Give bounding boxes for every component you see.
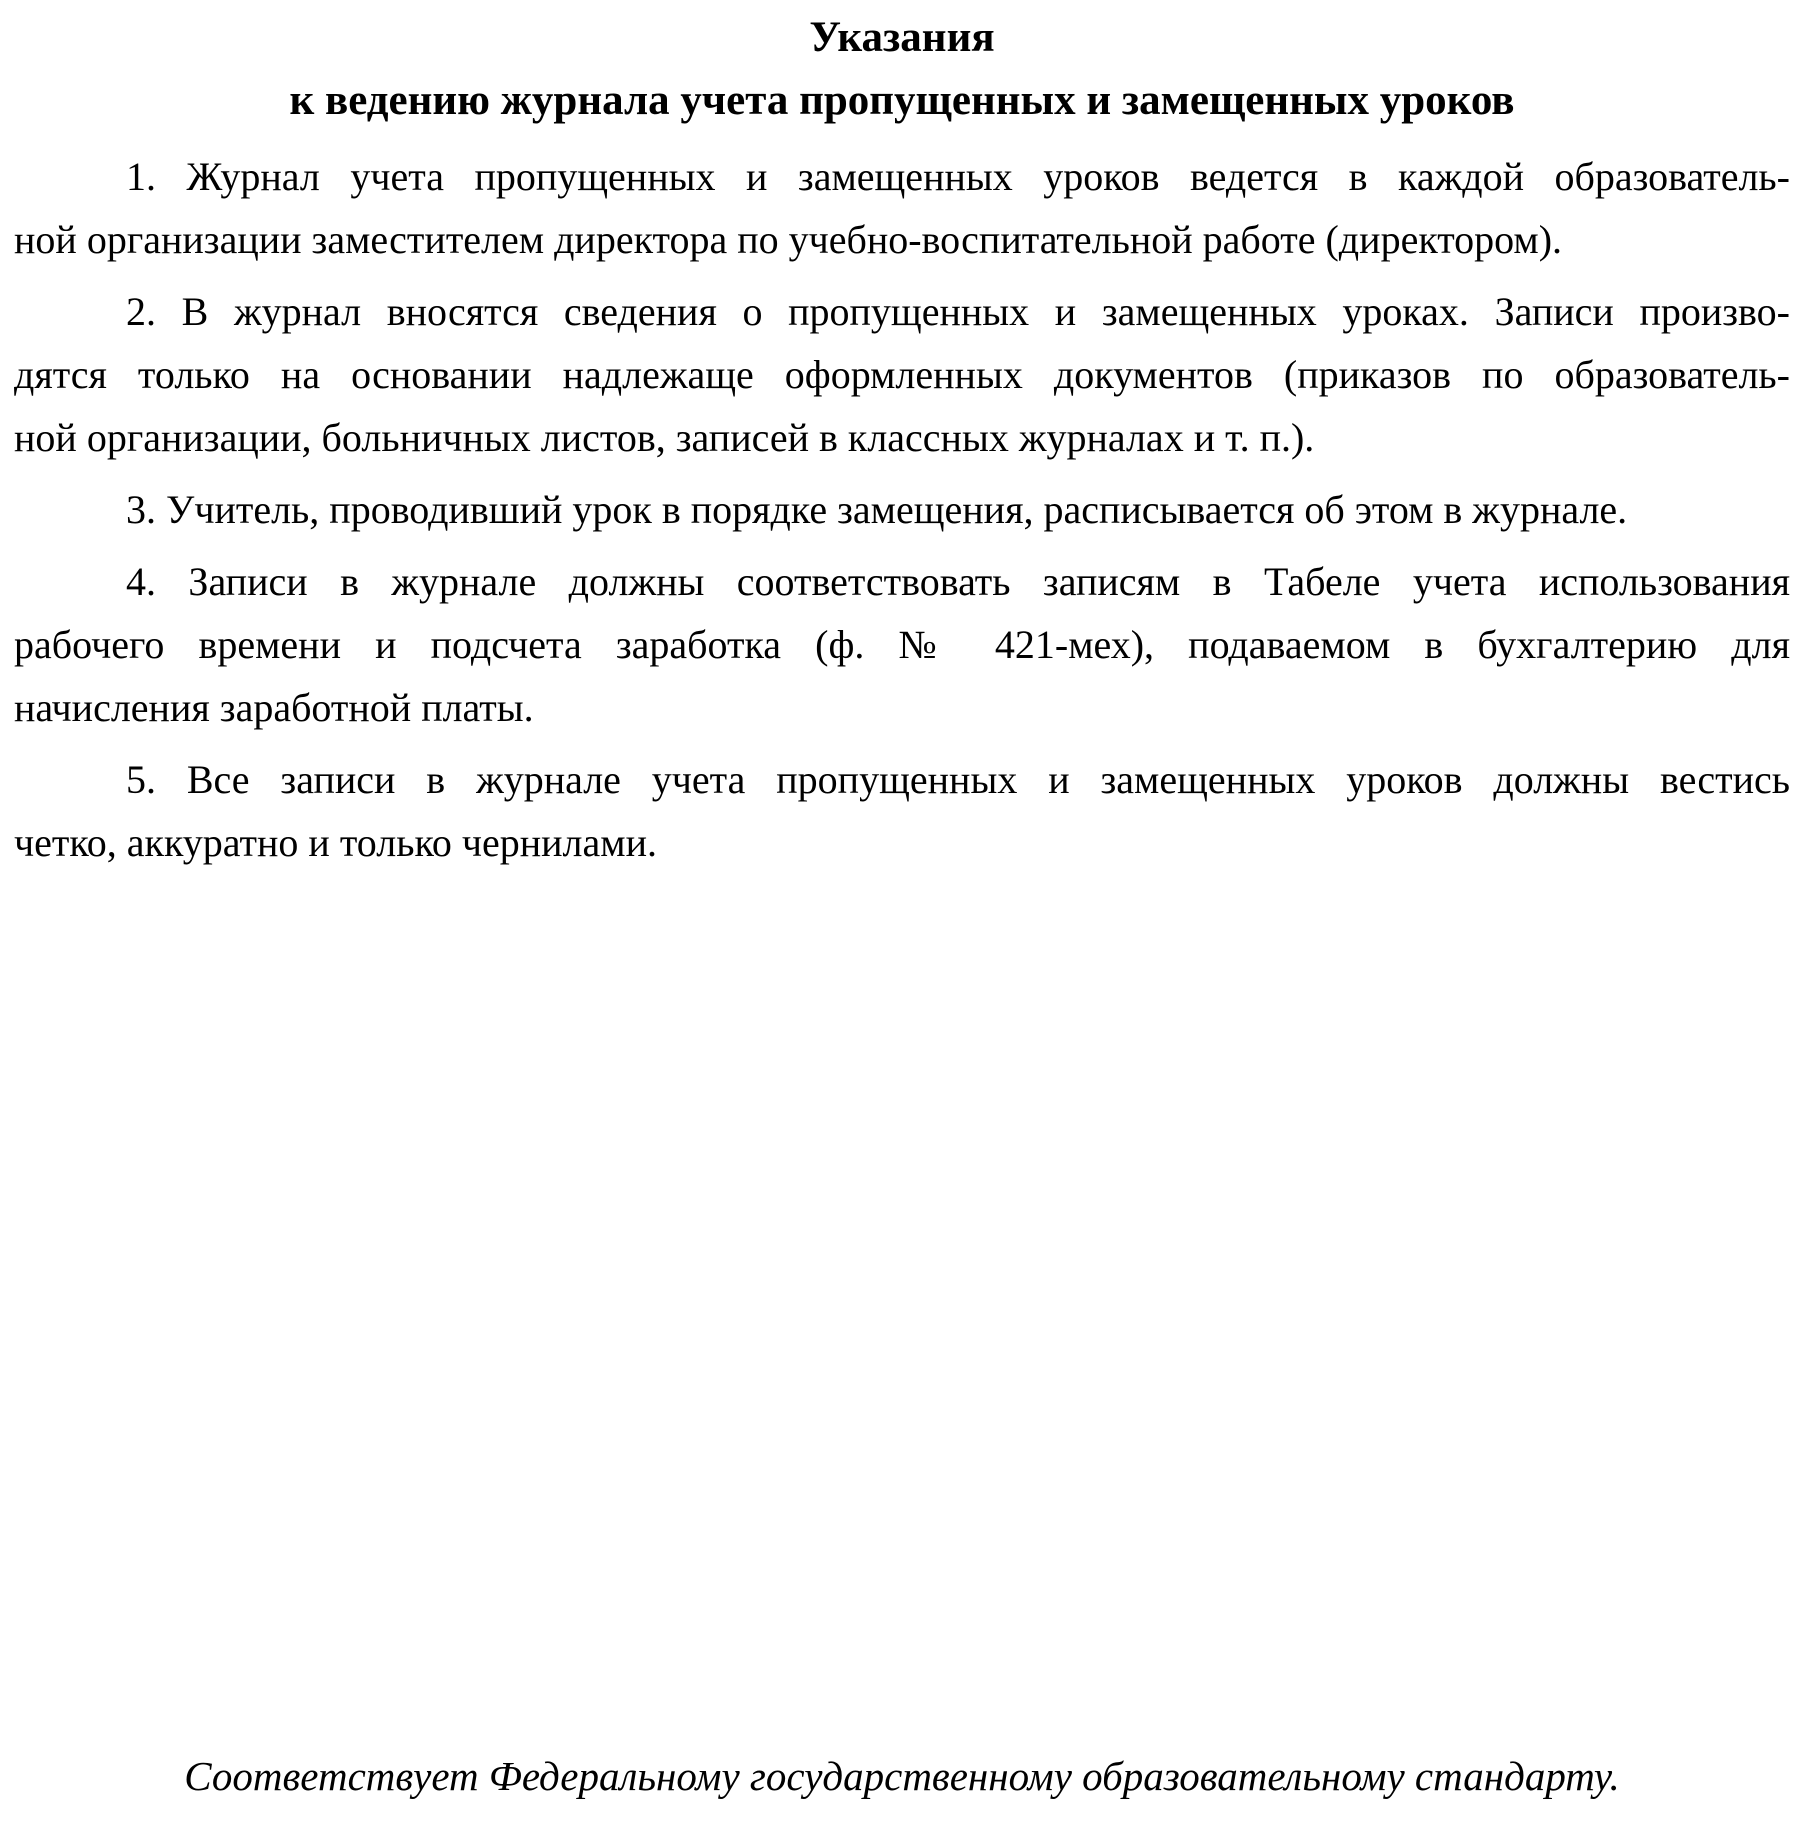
paragraph-5	[14, 748, 1790, 874]
document-title-block	[14, 6, 1790, 132]
paragraph-1-line-1: 1. Журнал учета пропущенных и замещенных уроков ведется в каждой образователь-	[126, 154, 1790, 199]
paragraph-4-line-1: 4. Записи в журнале должны соответствовать записям в Табеле учета использования	[126, 559, 1790, 604]
paragraph-5-line-1: 5. Все записи в журнале учета пропущенных и замещенных уроков должны вестись	[126, 757, 1790, 802]
footer-note: Соответствует Федеральному государственному образовательному стандарту.	[184, 1753, 1620, 1799]
paragraph-4	[14, 550, 1790, 739]
document-subtitle: к ведению журнала учета пропущенных и замещенных уроков	[289, 77, 1515, 124]
paragraph-4-line-3: начисления заработной платы.	[14, 685, 534, 730]
paragraph-3-line-1: 3. Учитель, проводивший урок в порядке замещения, расписывается об этом в журнале.	[126, 487, 1628, 532]
paragraph-2	[14, 280, 1790, 469]
paragraph-3	[14, 478, 1790, 541]
paragraph-4-line-2: рабочего времени и подсчета заработка (ф. № 421-мех), подаваемом в бухгалтерию для	[14, 622, 1790, 667]
paragraph-2-line-3: ной организации, больничных листов, записей в классных журналах и т. п.).	[14, 415, 1315, 460]
paragraph-2-line-1: 2. В журнал вносятся сведения о пропущенных и замещенных уроках. Записи произво-	[126, 289, 1790, 334]
document-title: Указания	[809, 14, 995, 61]
paragraph-5-line-2: четко, аккуратно и только чернилами.	[14, 820, 657, 865]
paragraph-1-line-2: ной организации заместителем директора по учебно-воспитательной работе (директором).	[14, 217, 1563, 262]
paragraph-2-line-2: дятся только на основании надлежаще оформленных документов (приказов по образователь-	[14, 352, 1790, 397]
paragraph-1	[14, 145, 1790, 271]
